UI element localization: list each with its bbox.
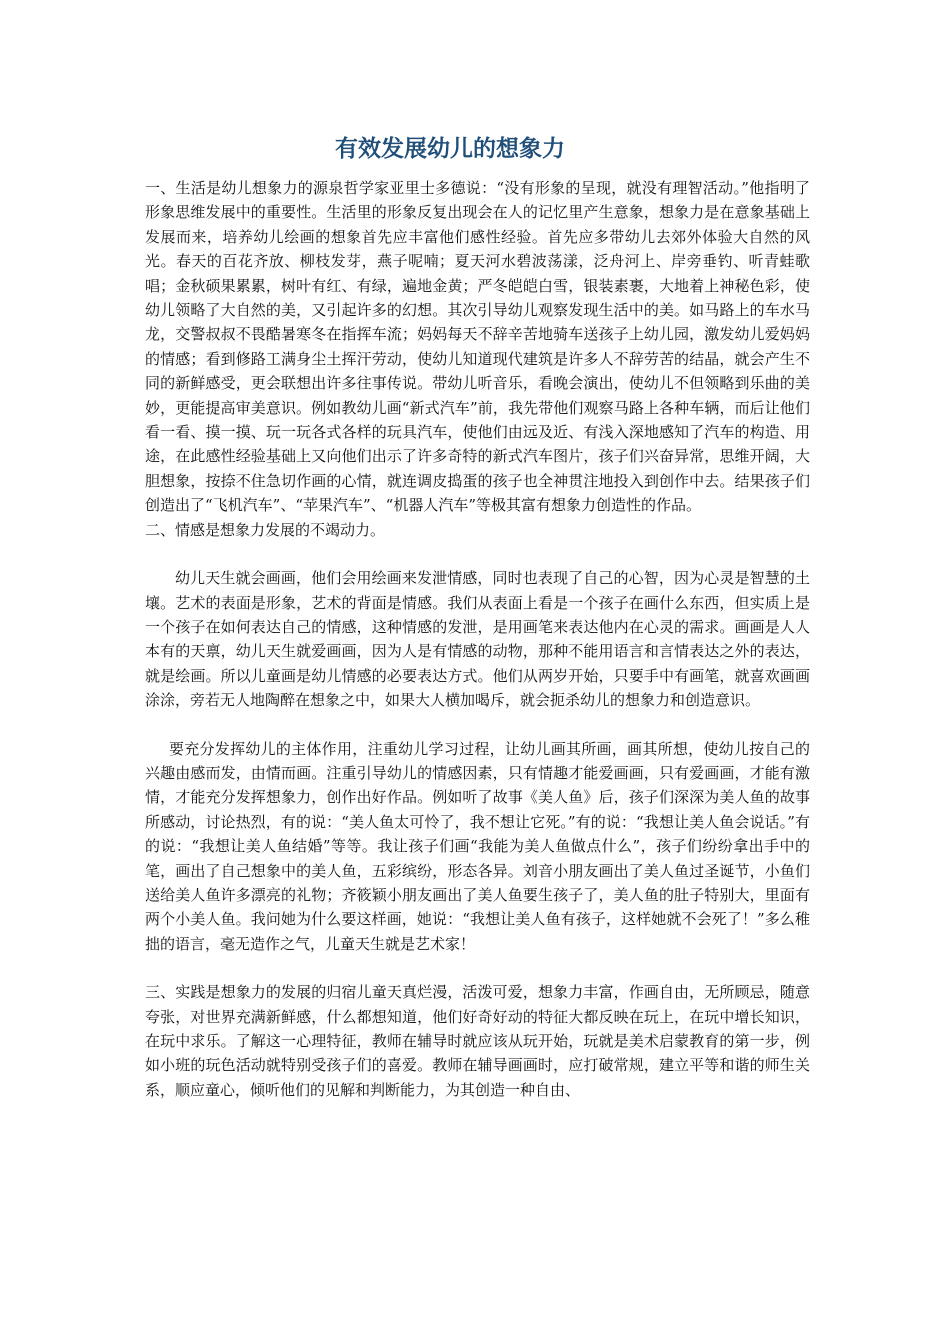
- paragraph-gap: [145, 713, 810, 737]
- paragraph-4: 要充分发挥幼儿的主体作用，注重幼儿学习过程，让幼儿画其所画，画其所想，使幼儿按自己的兴趣由感而发，由情而画。注重引导幼儿的情感因素，只有情趣才能爱画画，只有爱画画，才能有激情，才能充分发挥想象力，创作出好作品。例如听了故事《美人鱼》后，孩子们深深为美人鱼的故事所感动，讨论热烈，有的说：“美人鱼太可怜了，我不想让它死。”有的说：“我想让美人鱼会说话。”有的说：“我想让美人鱼结婚”等等。我让孩子们画“我能为美人鱼做点什么”，孩子们纷纷拿出手中的笔，画出了自己想象中的美人鱼，五彩缤纷，形态各异。刘音小朋友画出了美人鱼过圣诞节，小鱼们送给美人鱼许多漂亮的礼物；齐筱颖小朋友画出了美人鱼要生孩子了，美人鱼的肚子特别大，里面有两个小美人鱼。我问她为什么要这样画，她说：“我想让美人鱼有孩子，这样她就不会死了！”多么稚拙的语言，毫无造作之气，儿童天生就是艺术家！: [145, 739, 810, 953]
- paragraph-gap: [145, 542, 810, 566]
- paragraph-gap: [145, 956, 810, 980]
- paragraph-1: 一、生活是幼儿想象力的源泉哲学家亚里士多德说：“没有形象的呈现，就没有理智活动。”他指明了形象思维发展中的重要性。生活里的形象反复出现会在人的记忆里产生意象，想象力是在意象基础上发展而来，培养幼儿绘画的想象首先应丰富他们感性经验。首先应多带幼儿去郊外体验大自然的风光。春天的百花齐放、柳枝发芽，燕子呢喃；夏天河水碧波荡漾，泛舟河上、岸旁垂钓、听青蛙歌唱；金秋硕果累累，树叶有红、有绿，遍地金黄；严冬皑皑白雪，银装素裹，大地着上神秘色彩，使幼儿领略了大自然的美，又引起许多的幻想。其次引导幼儿观察发现生活中的美。如马路上的车水马龙，交警叔叔不畏酷暑寒冬在指挥车流；妈妈每天不辞辛苦地骑车送孩子上幼儿园，激发幼儿爱妈妈的情感；看到修路工满身尘土挥汗劳动，使幼儿知道现代建筑是许多人不辞劳苦的结晶，就会产生不同的新鲜感受，更会联想出许多往事传说。带幼儿听音乐，看晚会演出，使幼儿不但领略到乐曲的美妙，更能提高审美意识。例如教幼儿画“新式汽车”前，我先带他们观察马路上各种车辆，而后让他们看一看、摸一摸、玩一玩各式各样的玩具汽车，使他们由远及近、有浅入深地感知了汽车的构造、用途，在此感性经验基础上又向他们出示了许多奇特的新式汽车图片，孩子们兴奋异常，思维开阔，大胆想象，按捺不住急切作画的心情，就连调皮捣蛋的孩子也全神贯注地投入到创作中去。结果孩子们创造出了“飞机汽车”、“苹果汽车”、“机器人汽车”等极其富有想象力创造性的作品。: [145, 179, 810, 515]
- paragraph-3: 幼儿天生就会画画，他们会用绘画来发泄情感，同时也表现了自己的心智，因为心灵是智慧的土壤。艺术的表面是形象，艺术的背面是情感。我们从表面上看是一个孩子在画什么东西，但实质上是一个孩子在如何表达自己的情感，这种情感的发泄，是用画笔来表达他内在心灵的需求。画画是人人本有的天禀，幼儿天生就爱画画，因为人是有情感的动物，那种不能用语言和言情表达之外的表达，就是绘画。所以儿童画是幼儿情感的必要表达方式。他们从两岁开始，只要手中有画笔，就喜欢画画涂涂，旁若无人地陶醉在想象之中，如果大人横加喝斥，就会扼杀幼儿的想象力和创造意识。: [145, 569, 810, 710]
- paragraph-2: 二、情感是想象力发展的不竭动力。: [145, 520, 386, 539]
- document-body: [145, 176, 810, 1102]
- paragraph-5: 三、实践是想象力的发展的归宿儿童天真烂漫，活泼可爱，想象力丰富，作画自由，无所顾忌，随意夸张，对世界充满新鲜感，什么都想知道，他们好奇好动的特征大都反映在玩上，在玩中增长知识，在玩中求乐。了解这一心理特征，教师在辅导时就应该从玩开始，玩就是美术启蒙教育的第一步，例如小班的玩色活动就特别受孩子们的喜爱。教师在辅导画画时，应打破常规，建立平等和谐的师生关系，顺应童心，倾听他们的见解和判断能力，为其创造一种自由、: [145, 983, 810, 1099]
- document-title: 有效发展幼儿的想象力: [335, 136, 565, 162]
